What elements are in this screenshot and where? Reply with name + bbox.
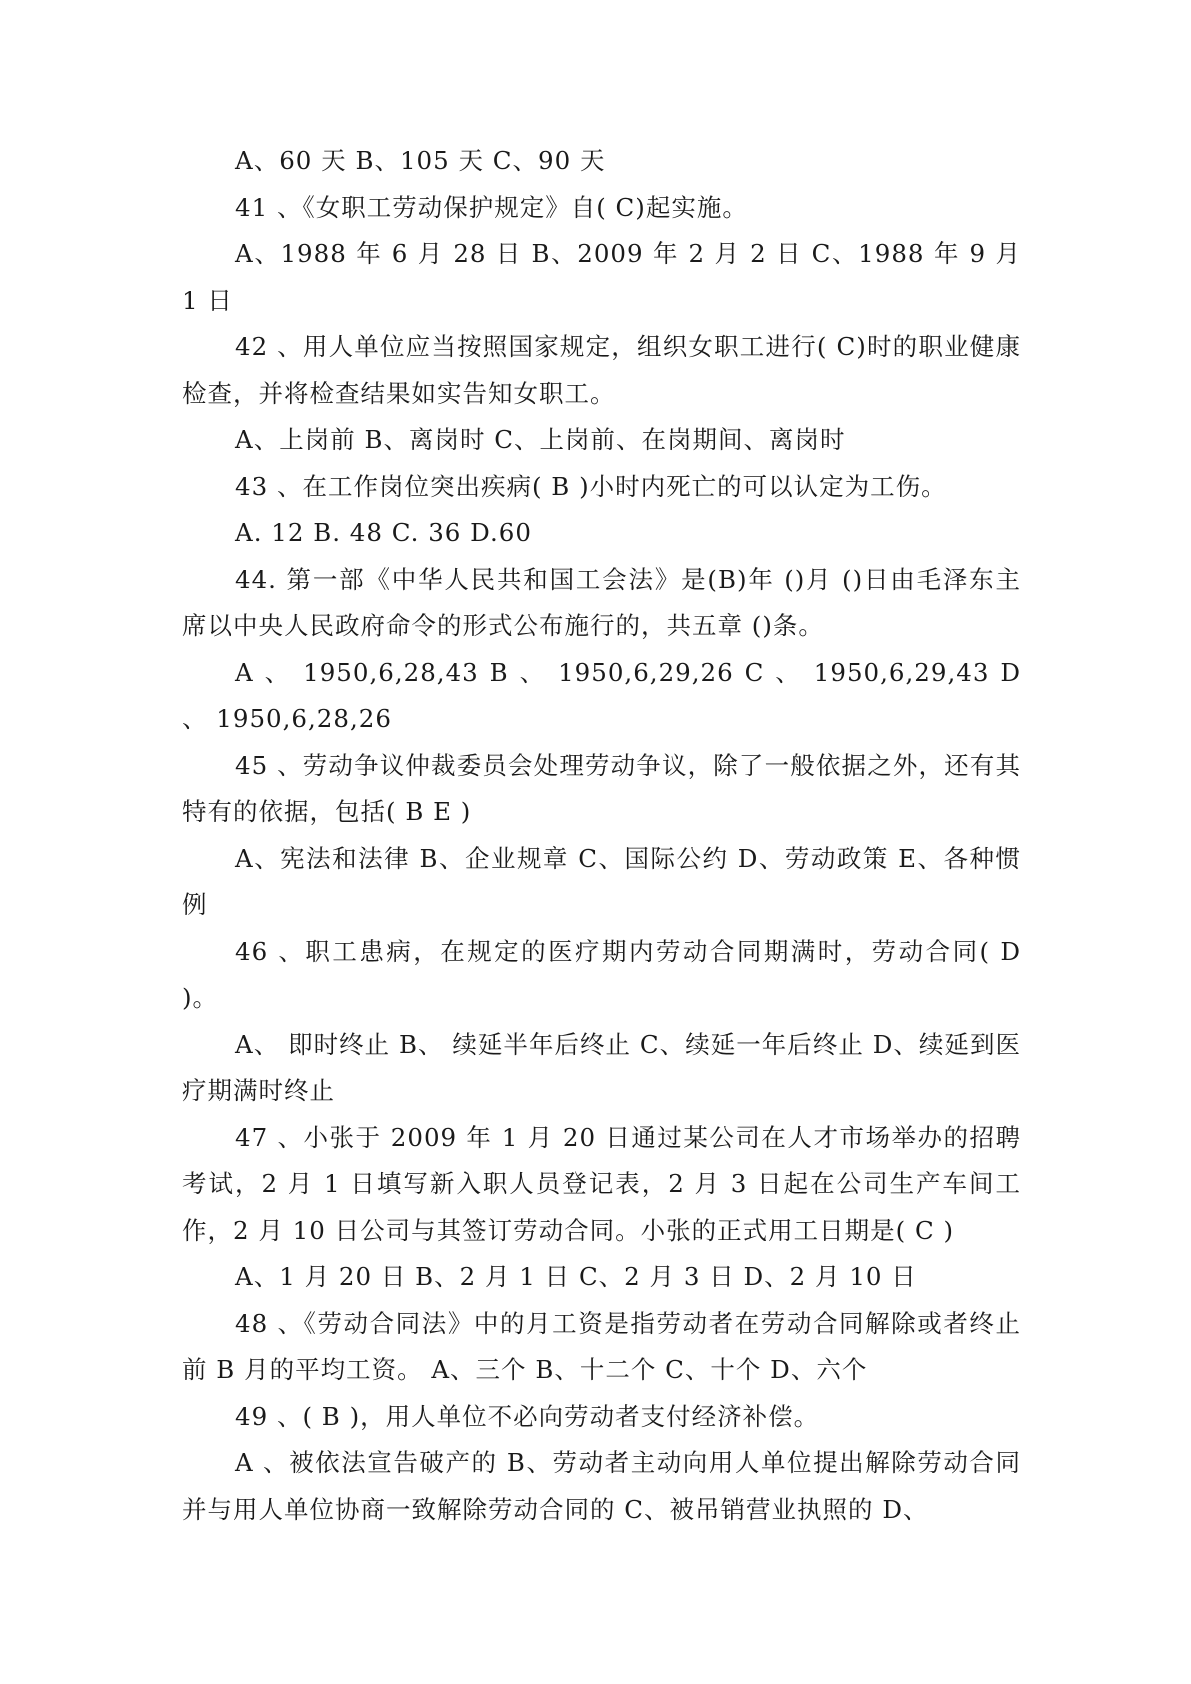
paragraph-question-43-options: A. 12 B. 48 C. 36 D.60: [235, 518, 532, 547]
paragraph-question-41: 41 、《女职工劳动保护规定》自( C)起实施。: [235, 192, 748, 222]
paragraph-question-45-options: A、宪法和法律 B、企业规章 C、国际公约 D、劳动政策 E、各种惯例: [182, 843, 1021, 919]
paragraph-question-42: 42 、用人单位应当按照国家规定，组织女职工进行( C)时的职业健康检查，并将检查结果如实告知女职工。: [182, 332, 1021, 408]
paragraph-question-44: 44. 第一部《中华人民共和国工会法》是(B)年 ()月 ()日由毛泽东主席以中央人民政府命令的形式公布施行的，共五章 ()条。: [182, 564, 1021, 640]
paragraph-question-42-options: A、上岗前 B、离岗时 C、上岗前、在岗期间、离岗时: [235, 425, 846, 454]
paragraph-answer-40-options: A、60 天 B、105 天 C、90 天: [235, 146, 606, 175]
paragraph-question-43: 43 、在工作岗位突出疾病( B )小时内死亡的可以认定为工伤。: [235, 471, 947, 501]
paragraph-question-47: 47 、小张于 2009 年 1 月 20 日通过某公司在人才市场举办的招聘考试，2 月 1 日填写新入职人员登记表，2 月 3 日起在公司生产车间工作，2 月 10 日公司与其签订劳动合同。小张的正式用工日期是( C ): [182, 1122, 1021, 1245]
paragraph-question-49: 49 、( B )，用人单位不必向劳动者支付经济补偿。: [235, 1401, 820, 1431]
paragraph-question-48: 48 、《劳动合同法》中的月工资是指劳动者在劳动合同解除或者终止前 B 月的平均工资。 A、三个 B、十二个 C、十个 D、六个: [182, 1308, 1021, 1384]
paragraph-question-46: 46 、职工患病，在规定的医疗期内劳动合同期满时，劳动合同( D )。: [182, 936, 1021, 1012]
paragraph-question-45: 45 、劳动争议仲裁委员会处理劳动争议，除了一般依据之外，还有其特有的依据，包括( B E ): [182, 750, 1021, 826]
paragraph-question-41-options: A、1988 年 6 月 28 日 B、2009 年 2 月 2 日 C、1988 年 9 月 1 日: [182, 239, 1021, 315]
paragraph-question-47-options: A、1 月 20 日 B、2 月 1 日 C、2 月 3 日 D、2 月 10 日: [235, 1262, 917, 1291]
paragraph-question-44-options: A 、 1950,6,28,43 B 、 1950,6,29,26 C 、 1950,6,29,43 D 、 1950,6,28,26: [182, 657, 1021, 733]
paragraph-question-46-options: A、 即时终止 B、 续延半年后终止 C、续延一年后终止 D、续延到医疗期满时终止: [182, 1029, 1021, 1105]
paragraph-question-49-options: A 、被依法宣告破产的 B、劳动者主动向用人单位提出解除劳动合同并与用人单位协商一致解除劳动合同的 C、被吊销营业执照的 D、: [182, 1448, 1021, 1524]
